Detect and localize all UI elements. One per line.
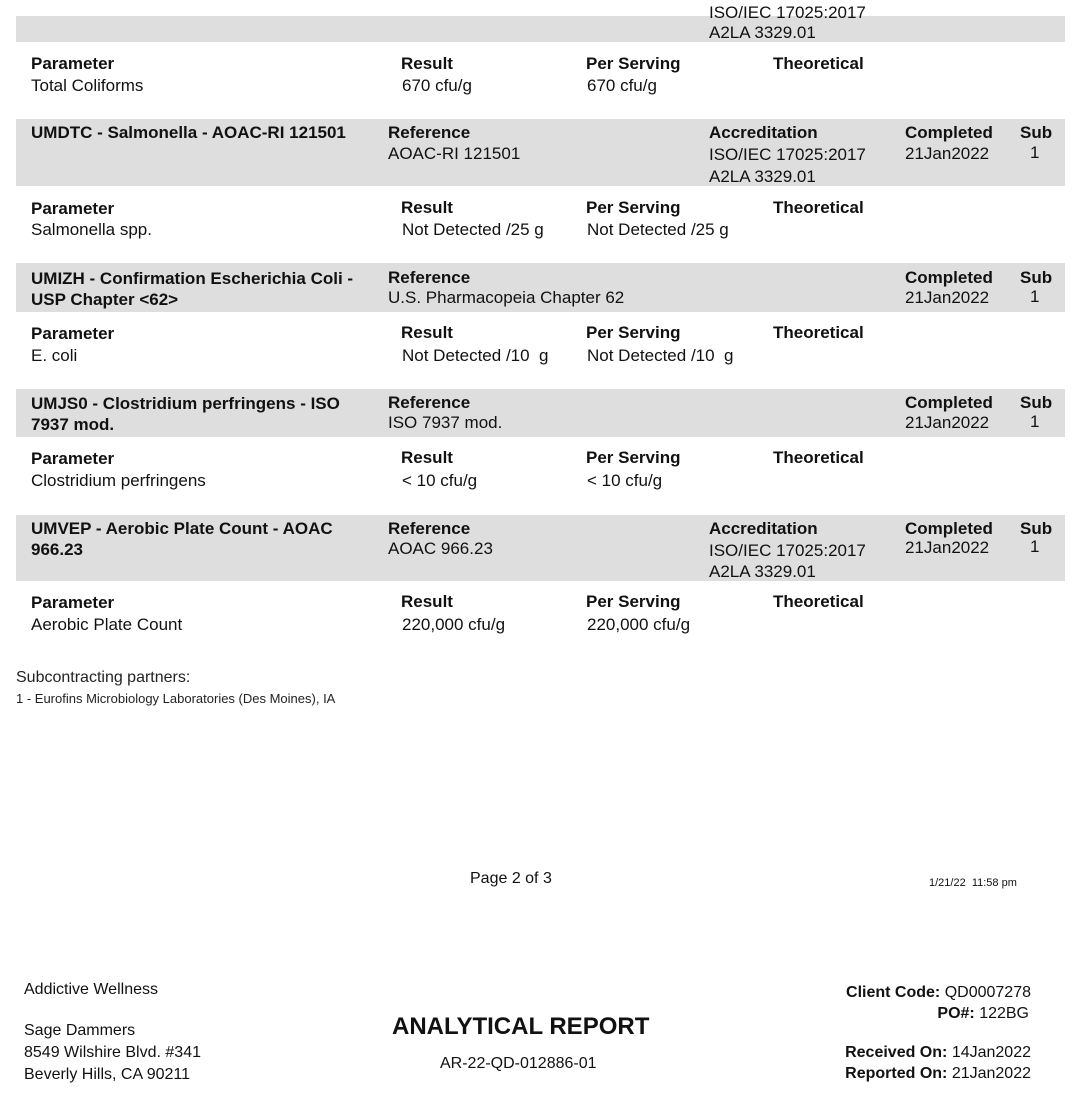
result-label: Result [401,198,453,217]
result-value: Not Detected /25 g [402,220,544,239]
result-label: Result [401,323,453,342]
completed-value: 21Jan2022 [905,538,990,557]
test-title-line2: 7937 mod. [31,415,115,434]
sub-label: Sub [1020,268,1053,287]
client-code-label: Client Code: [846,984,941,1001]
theoretical-label: Theoretical [773,323,864,342]
parameter-label: Parameter [31,54,115,73]
theoretical-label: Theoretical [773,592,864,611]
completed-value: 21Jan2022 [905,413,990,432]
reference-value: U.S. Pharmacopeia Chapter 62 [388,288,625,307]
parameter-label: Parameter [31,593,115,612]
sub-label: Sub [1020,519,1053,538]
per-serving-value: 670 cfu/g [587,76,657,95]
reference-value: ISO 7937 mod. [388,413,503,432]
accreditation-label: Accreditation [709,519,818,538]
sub-label: Sub [1020,123,1053,142]
completed-value: 21Jan2022 [905,288,990,307]
per-serving-value: < 10 cfu/g [587,471,663,490]
per-serving-value: Not Detected /10 g [587,346,734,365]
completed-label: Completed [905,123,993,142]
result-value: 220,000 cfu/g [402,615,506,634]
sub-value: 1 [1030,287,1040,306]
accreditation-label: Accreditation [709,123,818,142]
result-value: 670 cfu/g [402,76,472,95]
client-address-line2: Beverly Hills, CA 90211 [24,1066,190,1083]
test-title: UMVEP - Aerobic Plate Count - AOAC [31,519,333,538]
parameter-label: Parameter [31,324,115,343]
result-value: < 10 cfu/g [402,471,478,490]
po-line [937,1005,1029,1023]
completed-label: Completed [905,268,993,287]
theoretical-label: Theoretical [773,54,864,73]
accreditation-line1: ISO/IEC 17025:2017 [709,145,866,164]
reference-value: AOAC-RI 121501 [388,144,521,163]
accreditation-line2: A2LA 3329.01 [709,562,816,581]
parameter-value: E. coli [31,346,78,365]
sub-value: 1 [1030,143,1040,162]
accreditation-cut: ISO/IEC 17025:2017 [709,3,866,22]
reported-value: 21Jan2022 [951,1065,1031,1082]
result-label: Result [401,592,453,611]
theoretical-label: Theoretical [773,198,864,217]
subcontracting-item: 1 - Eurofins Microbiology Laboratories (Des Moines), IA [16,691,336,706]
test-title: UMDTC - Salmonella - AOAC-RI 121501 [31,123,346,142]
result-label: Result [401,448,453,467]
result-label: Result [401,54,453,73]
sub-label: Sub [1020,393,1053,412]
received-line [845,1044,1031,1062]
theoretical-label: Theoretical [773,448,864,467]
per-serving-label: Per Serving [586,198,681,217]
client-name: Addictive Wellness [24,981,158,998]
client-contact: Sage Dammers [24,1022,136,1039]
reference-label: Reference [388,268,471,287]
parameter-value: Salmonella spp. [31,220,152,239]
received-value: 14Jan2022 [951,1044,1031,1061]
per-serving-value: 220,000 cfu/g [587,615,691,634]
result-value: Not Detected /10 g [402,346,549,365]
po-value: 122BG [979,1005,1029,1022]
received-label: Received On: [845,1044,948,1061]
per-serving-value: Not Detected /25 g [587,220,729,239]
accreditation-line1: ISO/IEC 17025:2017 [709,541,866,560]
reported-label: Reported On: [845,1065,948,1082]
per-serving-label: Per Serving [586,592,681,611]
per-serving-label: Per Serving [586,448,681,467]
client-address-line1: 8549 Wilshire Blvd. #341 [24,1044,201,1061]
client-code-value: QD0007278 [944,984,1031,1001]
reference-label: Reference [388,123,471,142]
parameter-value: Total Coliforms [31,76,144,95]
completed-label: Completed [905,519,993,538]
per-serving-label: Per Serving [586,54,681,73]
reference-value: AOAC 966.23 [388,539,493,558]
po-label: PO#: [937,1005,975,1022]
print-timestamp: 1/21/22 11:58 pm [929,877,1017,889]
report-id: AR-22-QD-012886-01 [440,1055,597,1072]
client-code-line [846,984,1031,1002]
test-title: UMJS0 - Clostridium perfringens - ISO [31,394,340,413]
test-title: UMIZH - Confirmation Escherichia Coli - [31,269,354,288]
completed-label: Completed [905,393,993,412]
sub-value: 1 [1030,412,1040,431]
page-number: Page 2 of 3 [470,870,552,887]
subcontracting-heading: Subcontracting partners: [16,669,191,686]
test-title-line2: USP Chapter <62> [31,290,179,309]
report-title: ANALYTICAL REPORT [392,1013,650,1040]
parameter-label: Parameter [31,449,115,468]
completed-value: 21Jan2022 [905,144,990,163]
per-serving-label: Per Serving [586,323,681,342]
reference-label: Reference [388,393,471,412]
parameter-value: Aerobic Plate Count [31,615,183,634]
parameter-label: Parameter [31,199,115,218]
sub-value: 1 [1030,537,1040,556]
accreditation-line2: A2LA 3329.01 [709,167,816,186]
reported-line [845,1065,1031,1083]
test-title-line2: 966.23 [31,540,83,559]
parameter-value: Clostridium perfringens [31,471,206,490]
accreditation-line2: A2LA 3329.01 [709,23,816,42]
reference-label: Reference [388,519,471,538]
